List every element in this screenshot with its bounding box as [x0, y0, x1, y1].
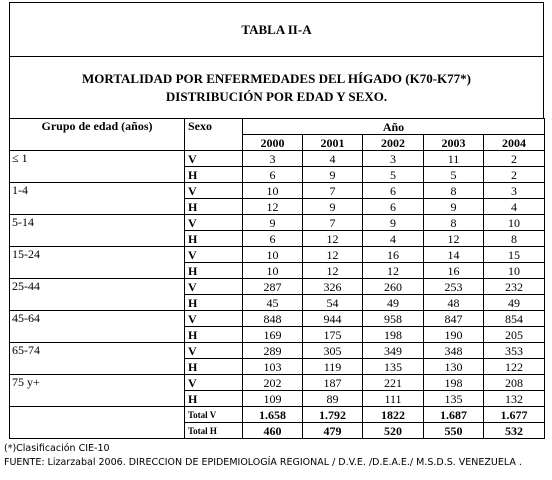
value-cell: 326: [303, 279, 363, 295]
age-group-label: 45-64: [10, 311, 185, 343]
value-cell: 175: [303, 327, 363, 343]
total-cell: 479: [303, 423, 363, 439]
sex-label: V: [185, 279, 243, 295]
total-cell: 1.792: [303, 407, 363, 423]
value-cell: 48: [424, 295, 484, 311]
value-cell: 9: [243, 215, 303, 231]
total-cell: 532: [484, 423, 545, 439]
table-row: [10, 279, 545, 295]
total-group-cell: [10, 407, 185, 439]
value-cell: 7: [303, 215, 363, 231]
table-subtitle-line2: DISTRIBUCIÓN POR EDAD Y SEXO.: [165, 88, 388, 104]
footnotes: [4, 442, 522, 470]
table-subtitle-line1: MORTALIDAD POR ENFERMEDADES DEL HÍGADO (K70-K77*): [82, 70, 471, 86]
value-cell: 289: [243, 343, 303, 359]
value-cell: 12: [303, 231, 363, 247]
sex-label: H: [185, 391, 243, 407]
year-header-2003: 2003: [424, 135, 484, 151]
value-cell: 122: [484, 359, 545, 375]
value-cell: 12: [363, 263, 424, 279]
age-group-label: 75 y+: [10, 375, 185, 407]
table-row: [10, 183, 545, 199]
value-cell: 8: [484, 231, 545, 247]
sex-label: V: [185, 343, 243, 359]
value-cell: 187: [303, 375, 363, 391]
value-cell: 135: [363, 359, 424, 375]
table-body: [10, 119, 545, 439]
table-row: [10, 343, 545, 359]
value-cell: 16: [424, 263, 484, 279]
value-cell: 848: [243, 311, 303, 327]
table-row: [10, 311, 545, 327]
value-cell: 89: [303, 391, 363, 407]
table-row: [10, 375, 545, 391]
value-cell: 221: [363, 375, 424, 391]
value-cell: 3: [363, 151, 424, 167]
value-cell: 7: [303, 183, 363, 199]
sex-label: H: [185, 295, 243, 311]
value-cell: 198: [363, 327, 424, 343]
sex-label: H: [185, 231, 243, 247]
year-header-2001: 2001: [303, 135, 363, 151]
value-cell: 9: [363, 215, 424, 231]
value-cell: 353: [484, 343, 545, 359]
value-cell: 260: [363, 279, 424, 295]
sex-label: V: [185, 375, 243, 391]
value-cell: 847: [424, 311, 484, 327]
value-cell: 2: [484, 151, 545, 167]
value-cell: 10: [484, 215, 545, 231]
value-cell: 169: [243, 327, 303, 343]
value-cell: 103: [243, 359, 303, 375]
value-cell: 944: [303, 311, 363, 327]
mortality-table: [9, 118, 545, 439]
value-cell: 10: [243, 183, 303, 199]
sex-label: V: [185, 183, 243, 199]
table-subtitle-box: [9, 56, 544, 118]
value-cell: 4: [363, 231, 424, 247]
sex-label: V: [185, 151, 243, 167]
value-cell: 6: [363, 199, 424, 215]
value-cell: 16: [363, 247, 424, 263]
value-cell: 9: [303, 167, 363, 183]
total-cell: 460: [243, 423, 303, 439]
value-cell: 854: [484, 311, 545, 327]
value-cell: 5: [363, 167, 424, 183]
value-cell: 4: [484, 199, 545, 215]
value-cell: 119: [303, 359, 363, 375]
value-cell: 190: [424, 327, 484, 343]
total-cell: 550: [424, 423, 484, 439]
age-group-label: ≤ 1: [10, 151, 185, 183]
value-cell: 109: [243, 391, 303, 407]
header-row: [10, 119, 545, 135]
value-cell: 12: [303, 263, 363, 279]
value-cell: 232: [484, 279, 545, 295]
value-cell: 349: [363, 343, 424, 359]
age-group-label: 1-4: [10, 183, 185, 215]
value-cell: 3: [243, 151, 303, 167]
value-cell: 54: [303, 295, 363, 311]
sex-label: H: [185, 327, 243, 343]
value-cell: 6: [243, 167, 303, 183]
value-cell: 198: [424, 375, 484, 391]
value-cell: 305: [303, 343, 363, 359]
value-cell: 253: [424, 279, 484, 295]
total-label: Total V: [185, 407, 243, 423]
table-row: [10, 215, 545, 231]
value-cell: 12: [303, 247, 363, 263]
value-cell: 2: [484, 167, 545, 183]
value-cell: 9: [303, 199, 363, 215]
year-header-2004: 2004: [484, 135, 545, 151]
table-title: TABLA II-A: [241, 21, 312, 37]
value-cell: 11: [424, 151, 484, 167]
value-cell: 4: [303, 151, 363, 167]
value-cell: 14: [424, 247, 484, 263]
value-cell: 202: [243, 375, 303, 391]
year-header: Año: [243, 119, 545, 135]
table-title-box: [9, 2, 544, 56]
total-cell: 1.658: [243, 407, 303, 423]
total-row: [10, 407, 545, 423]
total-label: Total H: [185, 423, 243, 439]
value-cell: 9: [424, 199, 484, 215]
value-cell: 348: [424, 343, 484, 359]
value-cell: 132: [484, 391, 545, 407]
value-cell: 208: [484, 375, 545, 391]
total-cell: 1822: [363, 407, 424, 423]
sex-label: V: [185, 215, 243, 231]
value-cell: 135: [424, 391, 484, 407]
value-cell: 10: [243, 263, 303, 279]
table-row: [10, 151, 545, 167]
sex-label: V: [185, 311, 243, 327]
value-cell: 287: [243, 279, 303, 295]
value-cell: 49: [484, 295, 545, 311]
age-group-label: 25-44: [10, 279, 185, 311]
year-header-2000: 2000: [243, 135, 303, 151]
value-cell: 3: [484, 183, 545, 199]
table-row: [10, 247, 545, 263]
total-cell: 1.687: [424, 407, 484, 423]
value-cell: 15: [484, 247, 545, 263]
value-cell: 45: [243, 295, 303, 311]
sex-label: H: [185, 167, 243, 183]
value-cell: 10: [243, 247, 303, 263]
sex-label: V: [185, 247, 243, 263]
total-cell: 1.677: [484, 407, 545, 423]
value-cell: 205: [484, 327, 545, 343]
table-document: [9, 2, 544, 439]
value-cell: 111: [363, 391, 424, 407]
value-cell: 49: [363, 295, 424, 311]
value-cell: 958: [363, 311, 424, 327]
value-cell: 6: [243, 231, 303, 247]
value-cell: 8: [424, 183, 484, 199]
sex-label: H: [185, 199, 243, 215]
total-cell: 520: [363, 423, 424, 439]
age-group-label: 15-24: [10, 247, 185, 279]
classification-note: (*)Clasificación CIE-10: [4, 443, 110, 454]
sex-label: H: [185, 359, 243, 375]
sex-header: Sexo: [185, 119, 243, 151]
sex-label: H: [185, 263, 243, 279]
value-cell: 5: [424, 167, 484, 183]
source-note: FUENTE: Lizarzabal 2006. DIRECCION DE EPIDEMIOLOGÍA REGIONAL / D.V.E. /D.E.A.E./ M.S.D.S. VENEZUELA .: [4, 457, 522, 468]
value-cell: 12: [424, 231, 484, 247]
group-header: Grupo de edad (años): [10, 119, 185, 151]
value-cell: 8: [424, 215, 484, 231]
value-cell: 6: [363, 183, 424, 199]
year-header-2002: 2002: [363, 135, 424, 151]
value-cell: 10: [484, 263, 545, 279]
age-group-label: 65-74: [10, 343, 185, 375]
age-group-label: 5-14: [10, 215, 185, 247]
value-cell: 12: [243, 199, 303, 215]
value-cell: 130: [424, 359, 484, 375]
